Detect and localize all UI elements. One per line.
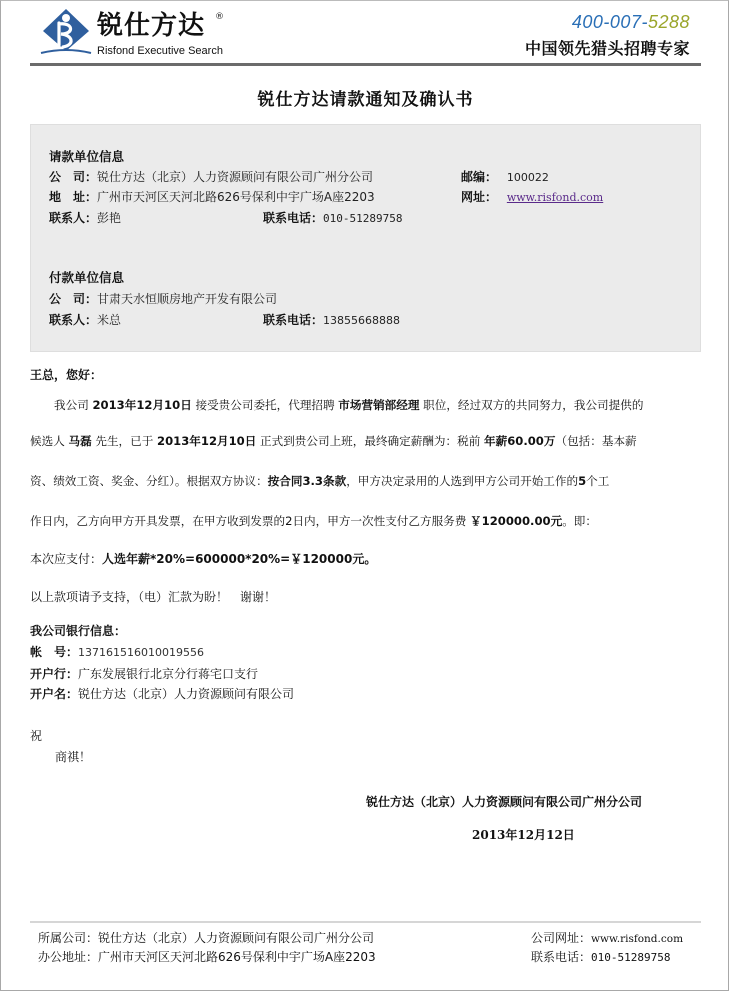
letterhead bbox=[1, 1, 729, 63]
entrust-date: 2013年12月10日 bbox=[92, 398, 192, 412]
greeting: 王总，您好： bbox=[30, 368, 103, 382]
footer-company-row bbox=[38, 930, 374, 946]
footer-website-row bbox=[531, 930, 683, 947]
payer-company-value: 甘肃天水恒顺房地产开发有限公司 bbox=[97, 292, 278, 306]
account-holder-label: 开户名： bbox=[30, 687, 79, 701]
slogan: 中国领先猎头招聘专家 bbox=[524, 39, 690, 58]
postcode-value: 100022 bbox=[506, 171, 549, 184]
company-logo bbox=[39, 7, 239, 57]
footer-address-value: 广州市天河区天河北路626号保利中宇广场A座2203 bbox=[98, 950, 376, 964]
payer-phone-value: 13855668888 bbox=[323, 314, 400, 327]
requester-address-value: 广州市天河区天河北路626号保利中宇广场A座2203 bbox=[97, 190, 375, 204]
postcode-label: 邮编： bbox=[461, 170, 498, 184]
start-date: 2013年12月10日 bbox=[157, 434, 257, 448]
text: 先生，已于 bbox=[91, 434, 158, 448]
bank-label: 开户行： bbox=[30, 667, 79, 681]
footer-phone-label: 联系电话： bbox=[531, 950, 592, 964]
hotline-number bbox=[572, 12, 690, 33]
footer-divider bbox=[30, 921, 701, 923]
footer-phone-row bbox=[531, 949, 671, 966]
risfond-logo-icon bbox=[39, 7, 93, 57]
requester-company-row bbox=[49, 169, 373, 185]
position-name: 市场营销部经理 bbox=[338, 398, 420, 412]
text: 正式到贵公司上班，最终确定薪酬为：税前 bbox=[256, 434, 484, 448]
text: 候选人 bbox=[30, 434, 69, 448]
payer-contact-row bbox=[49, 312, 121, 328]
requester-address-label: 地 址： bbox=[49, 190, 98, 204]
website-link[interactable]: www.risfond.com bbox=[506, 191, 604, 204]
footer-website-link[interactable]: www.risfond.com bbox=[591, 933, 684, 945]
contract-clause: 按合同3.3条款 bbox=[267, 474, 347, 488]
document-title: 锐仕方达请款通知及确认书 bbox=[257, 90, 474, 110]
payment-formula: 人选年薪*20%=600000*20%=￥120000元。 bbox=[102, 552, 377, 566]
text: 接受贵公司委托，代理招聘 bbox=[191, 398, 339, 412]
account-holder-value: 锐仕方达（北京）人力资源顾问有限公司 bbox=[78, 687, 295, 701]
footer-website-label: 公司网址： bbox=[531, 931, 592, 945]
requester-contact-row bbox=[49, 210, 121, 226]
text: ，甲方决定录用的人选到甲方公司开始工作的 bbox=[346, 474, 579, 488]
account-holder-row bbox=[30, 686, 294, 702]
hotline-part1: 400-007- bbox=[571, 12, 648, 32]
payer-company-label: 公 司： bbox=[49, 292, 98, 306]
paragraph-line-1 bbox=[54, 397, 643, 413]
website-label: 网址： bbox=[461, 190, 498, 204]
bank-value: 广东发展银行北京分行蒋宅口支行 bbox=[78, 667, 259, 681]
paragraph-line-2 bbox=[30, 433, 637, 449]
bank-account-row bbox=[30, 644, 204, 661]
payment-request-line: 以上款项请予支持，（电）汇款为盼！ 谢谢！ bbox=[30, 590, 277, 604]
candidate-name: 马磊 bbox=[68, 434, 92, 448]
payment-due-line bbox=[30, 551, 376, 567]
requester-phone-row bbox=[263, 210, 403, 227]
service-fee: ￥120000.00元 bbox=[470, 514, 563, 528]
account-label: 帐 号： bbox=[30, 645, 79, 659]
requester-address-row bbox=[49, 189, 375, 205]
requester-phone-label: 联系电话： bbox=[263, 211, 324, 225]
closing-line-1: 祝 bbox=[30, 729, 43, 743]
payer-contact-label: 联系人： bbox=[49, 313, 98, 327]
hotline-part2: 5288 bbox=[647, 12, 690, 32]
requester-phone-value: 010-51289758 bbox=[323, 212, 403, 225]
paragraph-line-4 bbox=[30, 513, 597, 529]
requester-section-title: 请款单位信息 bbox=[49, 149, 125, 164]
footer-address-row bbox=[38, 949, 376, 965]
bank-name-row bbox=[30, 666, 258, 682]
logo-chinese-name: 锐仕方达 bbox=[97, 11, 206, 41]
logo-english-name: Risfond Executive Search bbox=[97, 45, 223, 57]
bank-info-title: 我公司银行信息： bbox=[30, 624, 127, 638]
payment-label: 本次应支付： bbox=[30, 552, 103, 566]
working-days: 5 bbox=[578, 474, 587, 488]
payer-contact-value: 米总 bbox=[97, 313, 122, 327]
requester-company-value: 锐仕方达（北京）人力资源顾问有限公司广州分公司 bbox=[97, 170, 374, 184]
payer-company-row bbox=[49, 291, 277, 307]
text: 作日内，乙方向甲方开具发票，在甲方收到发票的2日内，甲方一次性支付乙方服务费 bbox=[30, 514, 471, 528]
text: 资、绩效工资、奖金、分红）。根据双方协议： bbox=[30, 474, 268, 488]
text: （包括：基本薪 bbox=[555, 434, 637, 448]
registered-mark: ® bbox=[215, 12, 224, 22]
annual-salary: 年薪60.00万 bbox=[484, 434, 556, 448]
payer-section-title: 付款单位信息 bbox=[49, 270, 125, 285]
payer-phone-row bbox=[263, 312, 400, 329]
header-divider bbox=[30, 63, 701, 66]
requester-website-row bbox=[461, 189, 603, 206]
signature-date: 2013年12月12日 bbox=[472, 828, 575, 842]
info-box bbox=[30, 124, 701, 352]
account-value: 137161516010019556 bbox=[78, 646, 204, 659]
paragraph-line-3 bbox=[30, 473, 609, 489]
requester-company-label: 公 司： bbox=[49, 170, 98, 184]
payer-phone-label: 联系电话： bbox=[263, 313, 324, 327]
footer-address-label: 办公地址： bbox=[38, 950, 99, 964]
closing-line-2: 商祺！ bbox=[55, 750, 92, 764]
footer-company-value: 锐仕方达（北京）人力资源顾问有限公司广州分公司 bbox=[98, 931, 375, 945]
footer-company-label: 所属公司： bbox=[38, 931, 99, 945]
requester-contact-label: 联系人： bbox=[49, 211, 98, 225]
requester-postcode-row bbox=[461, 169, 549, 186]
footer-phone-value: 010-51289758 bbox=[591, 951, 671, 964]
text: 个工 bbox=[586, 474, 610, 488]
signature-company: 锐仕方达（北京）人力资源顾问有限公司广州分公司 bbox=[366, 795, 643, 809]
text: 。即： bbox=[562, 514, 597, 528]
requester-contact-value: 彭艳 bbox=[97, 211, 122, 225]
text: 我公司 bbox=[54, 398, 93, 412]
text: 职位，经过双方的共同努力，我公司提供的 bbox=[419, 398, 644, 412]
